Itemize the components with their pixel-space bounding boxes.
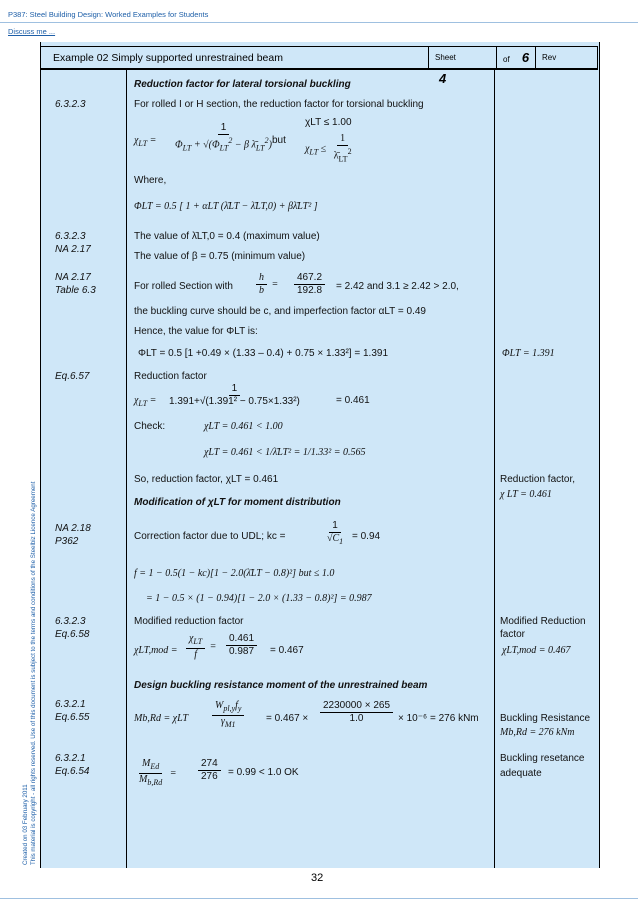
reduction-factor-label: Reduction factor <box>134 371 207 382</box>
ref-column-divider <box>126 69 127 868</box>
header-rule <box>0 22 638 23</box>
ref-6323-b: 6.3.2.3 <box>55 231 86 242</box>
sheet-label: Sheet <box>435 53 456 62</box>
ref-na218: NA 2.18 <box>55 523 91 534</box>
result-adequacy-1: Buckling resetance <box>500 753 585 764</box>
ratio-fraction <box>196 758 223 783</box>
result-rf-value: χ LT = 0.461 <box>500 489 552 500</box>
chi-calc-lhs: $\chi_{LT}$ = <box>134 395 157 408</box>
check-line-1: χLT = 0.461 < 1.00 <box>204 421 283 432</box>
but-word: but <box>272 135 286 146</box>
of-cell <box>496 47 535 68</box>
ratio-symbols: $\frac{M_{Ed}}{M_{b,Rd}}$ = <box>139 758 177 787</box>
copyright-side-note <box>22 482 38 865</box>
f-equation-1: f = 1 − 0.5(1 − kc)[1 − 2.0(λ̄LT − 0.8)²] but ≤ 1.0 <box>134 568 335 579</box>
chi-mod-fraction <box>224 633 259 658</box>
mb-denominator: 1.0 <box>349 713 364 724</box>
check-line-2: χLT = 0.461 < 1/λ̄LT² = 1/1.33² = 0.565 <box>204 447 366 458</box>
mb-tail: × 10⁻⁶ <box>398 713 428 724</box>
sheet-number: 4 <box>439 71 447 86</box>
ratio-result: = 0.99 < 1.0 OK <box>228 767 299 778</box>
ref-table63: Table 6.3 <box>55 285 96 296</box>
ref-6323: 6.3.2.3 <box>55 99 86 110</box>
ratio-denominator: 276 <box>201 771 218 782</box>
ref-p362: P362 <box>55 536 79 547</box>
ref-eq658: Eq.6.58 <box>55 629 90 640</box>
result-br-label: Buckling Resistance <box>500 713 591 724</box>
result-phi: ΦLT = 1.391 <box>502 348 555 359</box>
phi-calculation: ΦLT = 0.5 [1 +0.49 × (1.33 – 0.4) + 0.75 × 1.33²] = 1.391 <box>138 348 389 359</box>
para-rolled-section: For rolled I or H section, the reduction factor for torsional buckling <box>134 99 424 110</box>
f-equation-2: = 1 − 0.5 × (1 − 0.94)[1 − 2.0 × (1.33 − 0.8)²] = 0.987 <box>146 593 372 604</box>
rolled-section-text: For rolled Section with <box>134 281 233 292</box>
modified-rf-label: Modified reduction factor <box>134 616 244 627</box>
heading-modification: Modification of χLT for moment distribution <box>134 497 341 508</box>
page-number: 32 <box>311 872 324 884</box>
where-label: Where, <box>134 175 167 186</box>
header-title: P387: Steel Building Design: Worked Examples for Students <box>8 10 209 19</box>
ref-na217-b: NA 2.17 <box>55 272 91 283</box>
rev-label: Rev <box>542 53 557 62</box>
mb-numerator: 2230000 × 265 <box>320 700 393 713</box>
mb-fraction <box>318 700 395 725</box>
lambda0-line: The value of λ̄LT,0 = 0.4 (maximum value) <box>134 231 320 242</box>
chi-formula-fraction: $\frac{1}{\Phi_{LT} + √(\Phi_{LT}^2 - \beta \lambdā_{LT}^2)}$ <box>175 122 272 153</box>
mb-mid: = 0.467 × <box>266 713 309 724</box>
chi-over-f: $\frac{\chi_{LT}}{f}$ = <box>184 633 216 661</box>
result-column-divider <box>494 69 495 868</box>
chi-condition: χLT ≤ 1.00 <box>305 117 352 128</box>
side-note-date: Created on 03 February 2011 <box>22 784 29 865</box>
mb-lhs: Mb,Rd = χLT <box>134 713 189 724</box>
of-label: of <box>503 55 510 64</box>
buckling-curve-line: the buckling curve should be c, and imperfection factor αLT = 0.49 <box>134 306 426 317</box>
chi-mod-numerator: 0.461 <box>226 633 257 646</box>
ref-eq657: Eq.6.57 <box>55 371 90 382</box>
hence-line: Hence, the value for ΦLT is: <box>134 326 258 337</box>
ref-eq655: Eq.6.55 <box>55 712 90 723</box>
b-value: 192.8 <box>297 285 323 296</box>
example-title: Example 02 Simply supported unrestrained beam <box>53 52 283 64</box>
chi-calc-fraction: $\frac{1}{\text{1.391+√(1.391² − 0.75×1.33²)}}$ <box>164 383 305 408</box>
rev-cell <box>535 47 598 68</box>
side-note-copyright: This material is copyright - all rights reserved. Use of this document is subject to the terms and conditions of the Steelbiz Licence Agreement <box>30 481 37 865</box>
correction-fraction: $\frac{1}{√C_1}$ <box>327 520 344 546</box>
phi-formula: ΦLT = 0.5 [ 1 + αLT (λ̄LT − λ̄LT,0) + βλ̄LT² ] <box>134 201 318 212</box>
chi-condition-2: $\chi_{LT}$ ≤ $\frac{1}{\lambdā_{LT}^2}$ <box>305 133 352 164</box>
result-rf-label: Reduction factor, <box>500 474 576 485</box>
mb-wf-gamma: $\frac{W_{pl,y}f_y}{\gamma_{M1}}$ <box>210 700 246 731</box>
rolled-tail: = 2.42 and 3.1 ≥ 2.42 > 2.0, <box>336 281 459 292</box>
chi-formula-lhs: $\chi_{LT}$ = <box>134 135 157 148</box>
ratio-numerator: 274 <box>198 758 221 771</box>
footer-rule <box>0 898 638 899</box>
so-line: So, reduction factor, χLT = 0.461 <box>134 474 279 485</box>
correction-factor-text: Correction factor due to UDL; kc = <box>134 531 286 542</box>
discuss-link[interactable]: Discuss me ... <box>8 27 56 36</box>
chi-calc-result: = 0.461 <box>336 395 370 406</box>
h-value: 467.2 <box>294 272 325 285</box>
chi-mod-result: = 0.467 <box>270 645 304 656</box>
chi-calc-denominator: 1.391+√(1.391² − 0.75×1.33²) <box>169 396 300 407</box>
correction-result: = 0.94 <box>352 531 381 542</box>
chi-mod-denominator: 0.987 <box>229 646 255 657</box>
ref-eq654: Eq.6.54 <box>55 766 90 777</box>
of-number: 6 <box>521 50 530 65</box>
heading-design-resistance: Design buckling resistance moment of the unrestrained beam <box>134 680 428 691</box>
ref-6321: 6.3.2.1 <box>55 699 86 710</box>
chi-mod-lhs: χLT,mod = <box>134 645 178 656</box>
sheet-cell <box>428 47 469 86</box>
check-label: Check: <box>134 421 166 432</box>
heading-ltb: Reduction factor for lateral torsional buckling <box>134 79 351 90</box>
h-over-b-fraction <box>292 272 327 297</box>
ref-6323-c: 6.3.2.3 <box>55 616 86 627</box>
result-mrf-label-2: factor <box>500 629 526 640</box>
result-br-value: Mb,Rd = 276 kNm <box>500 727 575 738</box>
result-mrf-label: Modified Reduction <box>500 616 586 627</box>
result-adequacy-2: adequate <box>500 768 542 779</box>
mb-result: = 276 kNm <box>430 713 479 724</box>
result-mrf-value: χLT,mod = 0.467 <box>502 645 571 656</box>
h-over-b-symbol: $\frac{h}{b}$ = <box>254 272 278 297</box>
ref-na217: NA 2.17 <box>55 244 91 255</box>
header-bottom-line <box>40 69 598 70</box>
beta-line: The value of β = 0.75 (minimum value) <box>134 251 306 262</box>
ref-6321-b: 6.3.2.1 <box>55 753 86 764</box>
